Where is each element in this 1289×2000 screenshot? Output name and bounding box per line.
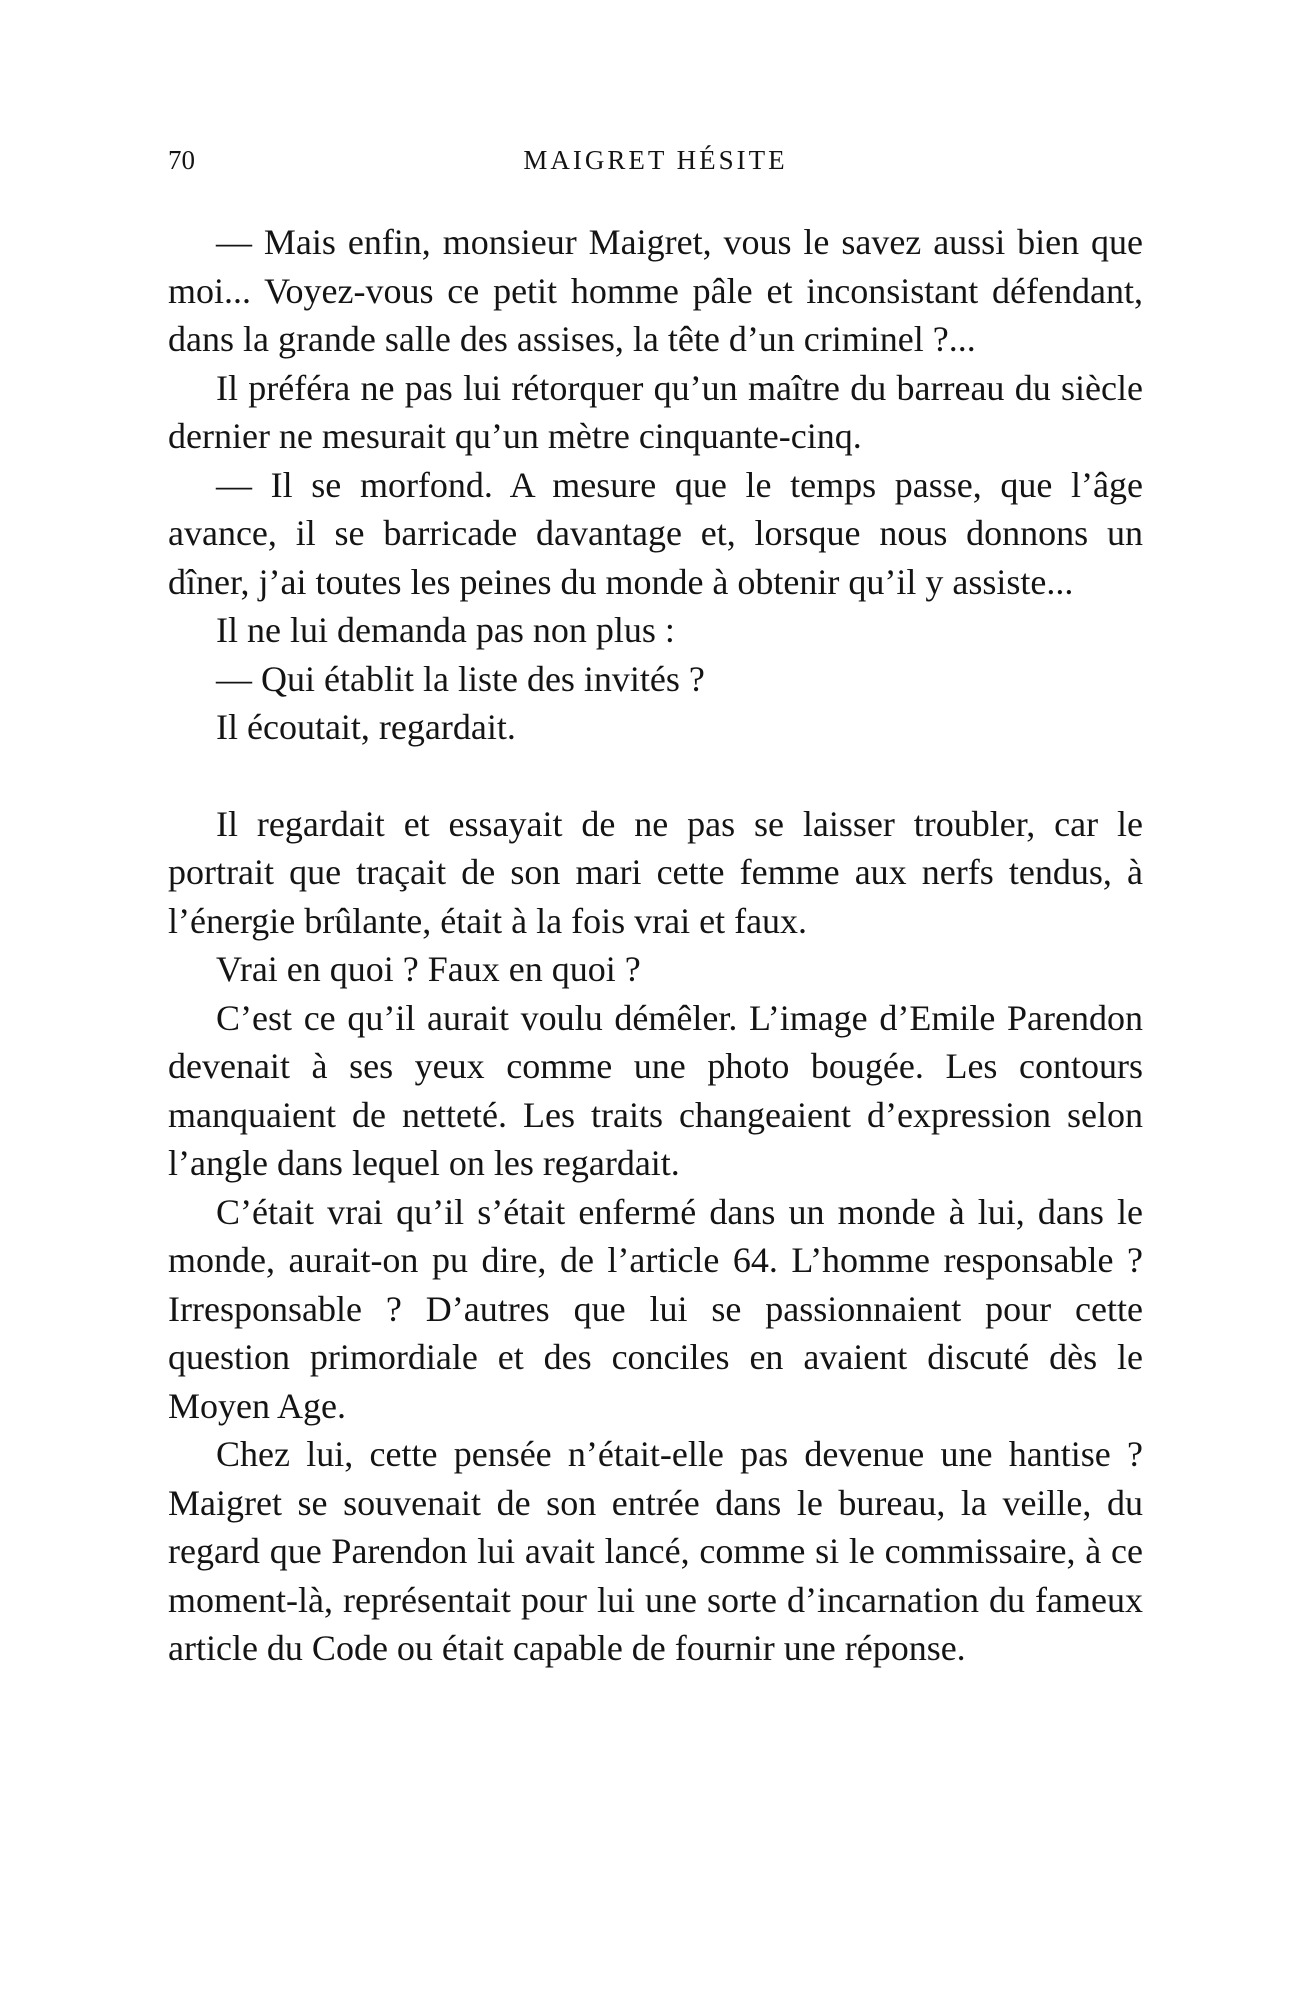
paragraph: Il ne lui demanda pas non plus :: [216, 610, 675, 650]
body-text: [168, 218, 1143, 1673]
paragraph: — Il se morfond. A mesure que le temps passe, que l’âge avance, il se barricade davantage et, lorsque nous donnons un dîner, j’ai toutes les peines du monde à obtenir qu’il y assiste...: [168, 464, 1143, 602]
paragraph: — Qui établit la liste des invités ?: [216, 658, 705, 699]
paragraph: C’était vrai qu’il s’était enfermé dans un monde à lui, dans le monde, aurait-on pu dire, de l’article 64. L’homme responsable ? Irresponsable ? D’autres que lui se passionnaient pour cette question primordiale et des conciles en avaient discuté dès le Moyen Age.: [168, 1191, 1143, 1426]
page-number: 70: [168, 145, 195, 175]
paragraph: Vrai en quoi ? Faux en quoi ?: [216, 949, 641, 989]
paragraph: Chez lui, cette pensée n’était-elle pas devenue une hantise ? Maigret se souvenait de son entrée dans le bureau, la veille, du regard que Parendon lui avait lancé, comme si le commissaire, à ce moment-là, représentait pour lui une sorte d’incarnation du fameux article du Code ou était capable de fournir une réponse.: [168, 1434, 1143, 1668]
running-title: MAIGRET HÉSITE: [523, 145, 788, 175]
paragraph: Il écoutait, regardait.: [216, 707, 516, 747]
paragraph: Il regardait et essayait de ne pas se laisser troubler, car le portrait que traçait de son mari cette femme aux nerfs tendus, à l’énergie brûlante, était à la fois vrai et faux.: [168, 803, 1143, 941]
running-head: [168, 140, 1143, 180]
paragraph: C’est ce qu’il aurait voulu démêler. L’image d’Emile Parendon devenait à ses yeux comme une photo bougée. Les contours manquaient de netteté. Les traits changeaient d’expression selon l’angle dans lequel on les regardait.: [168, 997, 1143, 1183]
paragraph: — Mais enfin, monsieur Maigret, vous le savez aussi bien que moi... Voyez-vous ce petit homme pâle et inconsistant défendant, dans la grande salle des assises, la tête d’un criminel ?...: [168, 222, 1143, 359]
paragraph: Il préféra ne pas lui rétorquer qu’un maître du barreau du siècle dernier ne mesurait qu’un mètre cinquante-cinq.: [168, 367, 1143, 456]
